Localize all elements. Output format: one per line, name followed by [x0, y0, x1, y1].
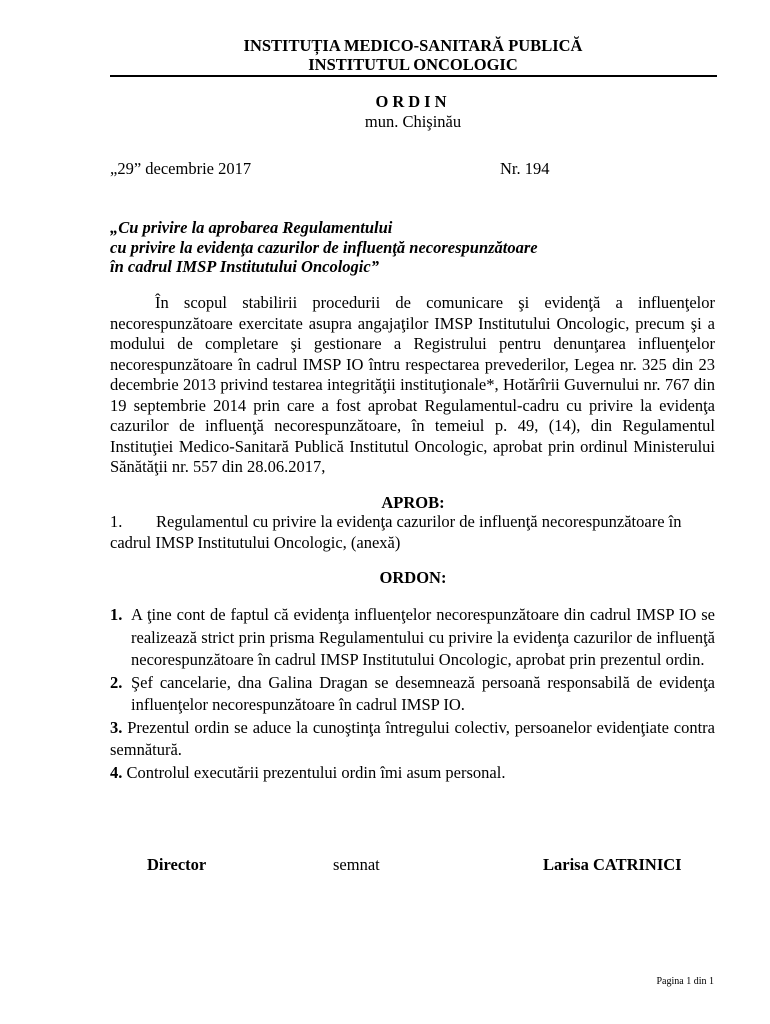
institution-header: [110, 36, 716, 74]
order-item: [110, 604, 715, 672]
ordon-heading: ORDON:: [379, 568, 447, 587]
document-title: ORDIN: [375, 92, 451, 111]
order-item: [110, 762, 715, 785]
signatory-name: Larisa CATRINICI: [543, 855, 682, 874]
signature-status: semnat: [333, 855, 380, 874]
order-item-text: A ţine cont de faptul că evidenţa influenţelor necorespunzătoare din cadrul IMSP IO se realizează strict prin prisma Regulamentului cu privire la evidenţa cazurilor de influenţă necorespunzătoare în cadrul IMSP Institutului Oncologic, aprobat prin prezentul ordin.: [131, 605, 715, 669]
page-footer: Pagina 1 din 1: [656, 976, 714, 987]
subject-line: în cadrul IMSP Institutului Oncologic”: [110, 257, 379, 276]
order-list: [110, 604, 715, 784]
order-item-number: 4.: [110, 762, 123, 782]
order-subject: [110, 218, 716, 277]
order-item: [110, 717, 715, 762]
aprob-item-number: 1.: [110, 512, 123, 531]
order-item-text: Şef cancelarie, dna Galina Dragan se desemnează persoană responsabilă de evidenţa influenţelor necorespunzătoare în cadrul IMSP IO.: [131, 672, 715, 714]
aprob-item-text: Regulamentul cu privire la evidenţa cazurilor de influenţă necorespunzătoare în cadrul IMSP Institutului Oncologic, (anexă): [110, 512, 682, 552]
signatory-role: Director: [147, 855, 207, 874]
aprob-heading: APROB:: [381, 493, 445, 512]
order-item-number: 1.: [110, 605, 123, 624]
order-item-text: Prezentul ordin se aduce la cunoştinţa întregului colectiv, persoanelor evidenţiate contra semnătură.: [110, 717, 716, 759]
aprob-item: [110, 512, 715, 553]
preamble-paragraph: În scopul stabilirii procedurii de comunicare şi evidenţă a influenţelor necorespunzătoare exercitate asupra angajaţilor IMSP Institutului Oncologic, precum şi a modului de completare şi gestionare a Registrului pentru denunţarea influenţelor necorespunzătoare în cadrul IMSP IO întru respectarea prevederilor, Legea nr. 325 din 23 decembrie 2013 privind testarea integrităţii instituţionale*, Hotărîrii Guvernului nr. 767 din 19 septembrie 2014 prin care a fost aprobat Regulamentul-cadru cu privire la evidenţa cazurilor de influenţă necorespunzătoare, în temeiul p. 49, (14), din Regulamentul Instituţiei Medico-Sanitară Publică Institutul Oncologic, aprobat prin ordinul Ministerului Sănătăţii nr. 557 din 28.06.2017,: [110, 293, 715, 476]
order-item-number: 3.: [110, 717, 123, 737]
subject-line: „Cu privire la aprobarea Regulamentului: [110, 218, 393, 237]
institution-name: INSTITUȚIA MEDICO-SANITARĂ PUBLICĂ: [243, 36, 583, 55]
order-date: „29” decembrie 2017: [110, 159, 252, 178]
header-divider: [110, 75, 717, 77]
order-number: Nr. 194: [500, 159, 550, 178]
institute-name: INSTITUTUL ONCOLOGIC: [308, 55, 518, 74]
order-item-number: 2.: [110, 672, 123, 692]
subject-line: cu privire la evidenţa cazurilor de influenţă necorespunzătoare: [110, 237, 538, 257]
city: mun. Chişinău: [364, 112, 462, 131]
order-item: [110, 672, 715, 717]
order-item-text: Controlul executării prezentului ordin îmi asum personal.: [126, 762, 506, 782]
